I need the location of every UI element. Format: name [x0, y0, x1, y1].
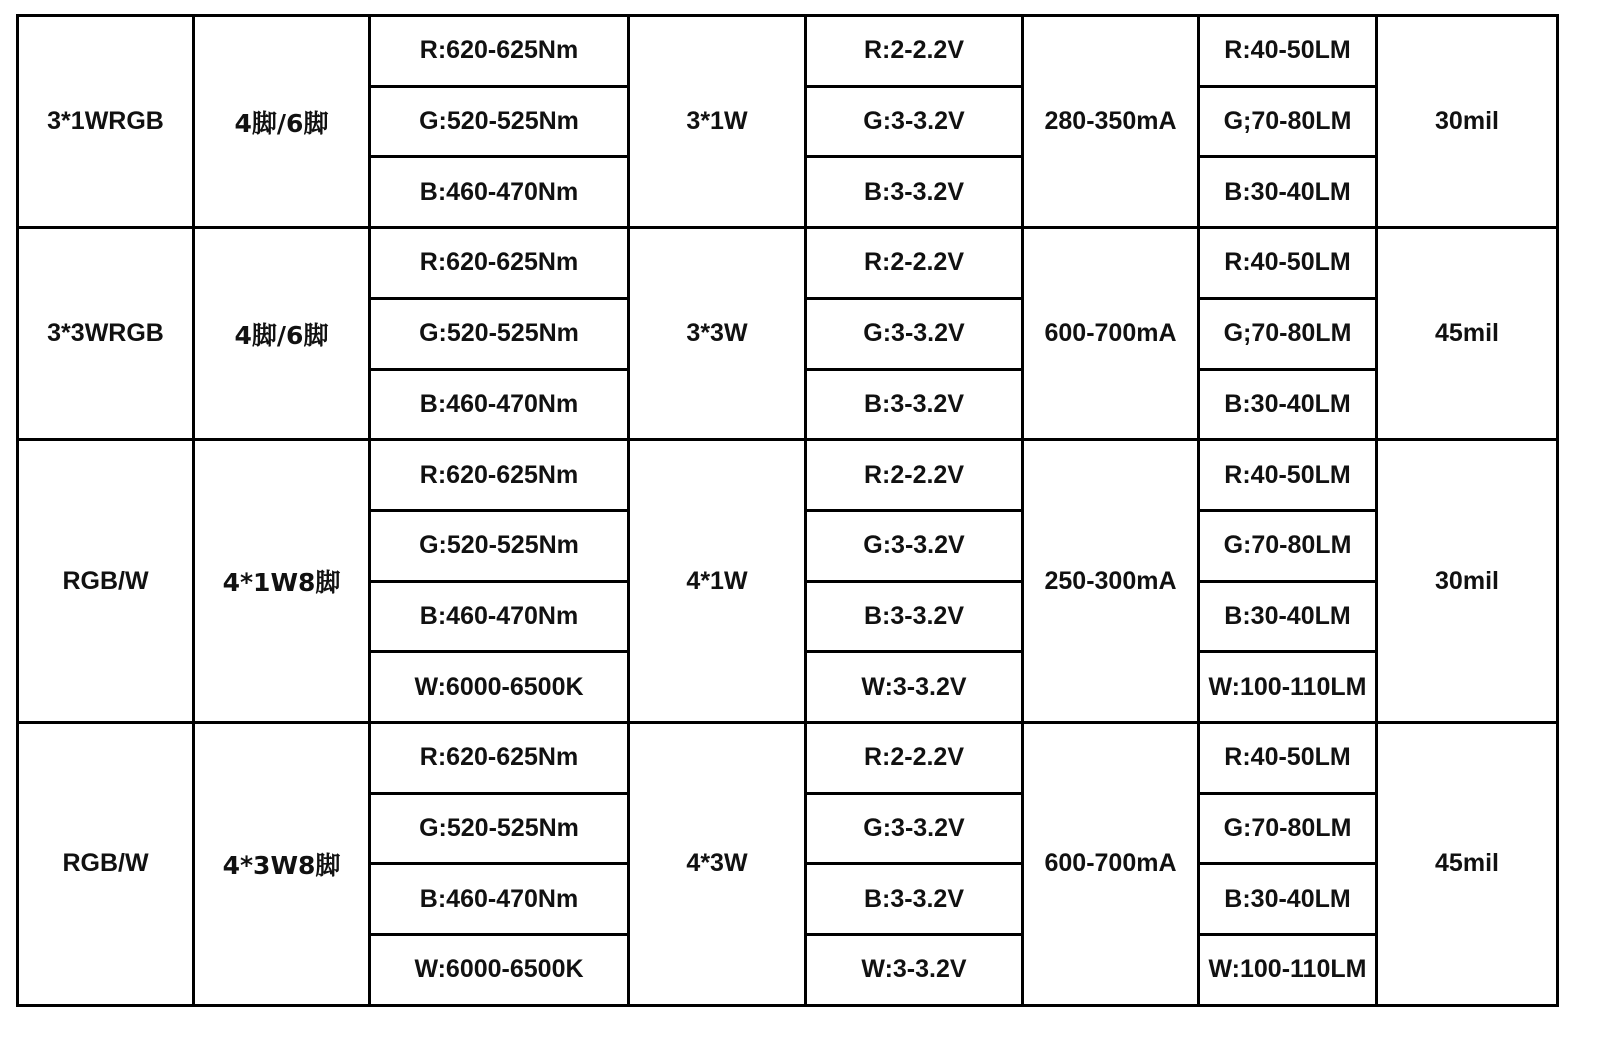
- wavelength-cell: G:520-525Nm: [370, 298, 629, 369]
- pins-cell: 4*1W8脚: [194, 440, 370, 723]
- lumens-cell: G;70-80LM: [1199, 298, 1377, 369]
- voltage-cell: R:2-2.2V: [806, 440, 1023, 511]
- voltage-cell: W:3-3.2V: [806, 935, 1023, 1006]
- voltage-cell: B:3-3.2V: [806, 157, 1023, 228]
- lumens-cell: B:30-40LM: [1199, 157, 1377, 228]
- wavelength-cell: W:6000-6500K: [370, 652, 629, 723]
- voltage-cell: W:3-3.2V: [806, 652, 1023, 723]
- wavelength-cell: R:620-625Nm: [370, 16, 629, 87]
- lumens-cell: W:100-110LM: [1199, 935, 1377, 1006]
- voltage-cell: R:2-2.2V: [806, 228, 1023, 299]
- pins-cell: 4脚/6脚: [194, 228, 370, 440]
- table-row: [18, 16, 1558, 87]
- voltage-cell: B:3-3.2V: [806, 581, 1023, 652]
- chip-size-cell: 45mil: [1377, 228, 1558, 440]
- power-cell: 4*1W: [629, 440, 806, 723]
- wavelength-cell: R:620-625Nm: [370, 440, 629, 511]
- model-cell: 3*1WRGB: [18, 16, 194, 228]
- table-row: [18, 440, 1558, 511]
- pins-cell: 4脚/6脚: [194, 16, 370, 228]
- model-cell: RGB/W: [18, 723, 194, 1006]
- table-row: [18, 228, 1558, 299]
- voltage-cell: R:2-2.2V: [806, 16, 1023, 87]
- spec-table-body: [18, 16, 1558, 1006]
- wavelength-cell: R:620-625Nm: [370, 723, 629, 794]
- voltage-cell: B:3-3.2V: [806, 369, 1023, 440]
- wavelength-cell: R:620-625Nm: [370, 228, 629, 299]
- lumens-cell: G;70-80LM: [1199, 86, 1377, 157]
- power-cell: 4*3W: [629, 723, 806, 1006]
- voltage-cell: G:3-3.2V: [806, 510, 1023, 581]
- wavelength-cell: G:520-525Nm: [370, 86, 629, 157]
- voltage-cell: B:3-3.2V: [806, 864, 1023, 935]
- wavelength-cell: B:460-470Nm: [370, 369, 629, 440]
- led-spec-table: [16, 14, 1559, 1007]
- wavelength-cell: B:460-470Nm: [370, 864, 629, 935]
- lumens-cell: R:40-50LM: [1199, 440, 1377, 511]
- lumens-cell: G:70-80LM: [1199, 793, 1377, 864]
- model-cell: RGB/W: [18, 440, 194, 723]
- table-row: [18, 723, 1558, 794]
- lumens-cell: G:70-80LM: [1199, 510, 1377, 581]
- current-cell: 250-300mA: [1023, 440, 1199, 723]
- power-cell: 3*1W: [629, 16, 806, 228]
- wavelength-cell: B:460-470Nm: [370, 157, 629, 228]
- lumens-cell: R:40-50LM: [1199, 16, 1377, 87]
- lumens-cell: R:40-50LM: [1199, 228, 1377, 299]
- power-cell: 3*3W: [629, 228, 806, 440]
- voltage-cell: G:3-3.2V: [806, 86, 1023, 157]
- chip-size-cell: 30mil: [1377, 16, 1558, 228]
- lumens-cell: R:40-50LM: [1199, 723, 1377, 794]
- lumens-cell: B:30-40LM: [1199, 369, 1377, 440]
- lumens-cell: B:30-40LM: [1199, 864, 1377, 935]
- current-cell: 600-700mA: [1023, 228, 1199, 440]
- pins-cell: 4*3W8脚: [194, 723, 370, 1006]
- wavelength-cell: W:6000-6500K: [370, 935, 629, 1006]
- lumens-cell: B:30-40LM: [1199, 581, 1377, 652]
- voltage-cell: G:3-3.2V: [806, 298, 1023, 369]
- wavelength-cell: G:520-525Nm: [370, 510, 629, 581]
- voltage-cell: R:2-2.2V: [806, 723, 1023, 794]
- wavelength-cell: B:460-470Nm: [370, 581, 629, 652]
- chip-size-cell: 45mil: [1377, 723, 1558, 1006]
- wavelength-cell: G:520-525Nm: [370, 793, 629, 864]
- current-cell: 280-350mA: [1023, 16, 1199, 228]
- voltage-cell: G:3-3.2V: [806, 793, 1023, 864]
- chip-size-cell: 30mil: [1377, 440, 1558, 723]
- lumens-cell: W:100-110LM: [1199, 652, 1377, 723]
- current-cell: 600-700mA: [1023, 723, 1199, 1006]
- model-cell: 3*3WRGB: [18, 228, 194, 440]
